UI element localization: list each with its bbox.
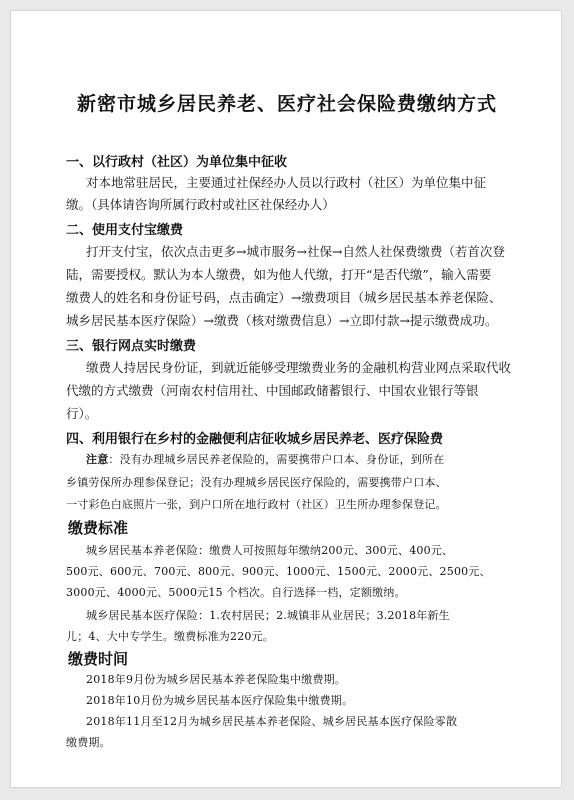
standards-heading: 缴费标准 bbox=[68, 519, 129, 537]
note-first-line bbox=[86, 451, 444, 467]
standards-line: 3000元、4000元、5000元15 个档次。自行选择一档，定额缴纳。 bbox=[66, 586, 406, 599]
section-2-line: 城乡居民基本医疗保险）→缴费（核对缴费信息）→立即付款→提示缴费成功。 bbox=[66, 313, 498, 328]
section-2-line: 陆，需要授权。默认为本人缴费，如为他人代缴，打开“是否代缴”，输入需要 bbox=[66, 267, 492, 282]
section-1-heading: 一、以行政村（社区）为单位集中征收 bbox=[66, 155, 288, 170]
section-3-line: 代缴的方式缴费（河南农村信用社、中国邮政储蓄银行、中国农业银行等银 bbox=[66, 383, 479, 398]
section-3-line: 缴费人持居民身份证，到就近能够受理缴费业务的金融机构营业网点采取代收 bbox=[86, 360, 512, 375]
section-1-line: 对本地常驻居民，主要通过社保经办人员以行政村（社区）为单位集中征 bbox=[86, 175, 487, 190]
note-line: 一寸彩色白底照片一张，到户口所在地行政村（社区）卫生所办理参保登记。 bbox=[66, 498, 447, 511]
section-3-heading: 三、银行网点实时缴费 bbox=[66, 339, 197, 354]
time-line: 2018年11月至12月为城乡居民基本养老保险、城乡居民基本医疗保险零散 bbox=[86, 715, 458, 728]
section-2-heading: 二、使用支付宝缴费 bbox=[66, 223, 184, 238]
section-3-line: 行）。 bbox=[66, 406, 98, 421]
time-line: 2018年9月份为城乡居民基本养老保险集中缴费期。 bbox=[86, 673, 346, 686]
time-heading: 缴费时间 bbox=[68, 650, 129, 668]
section-4-heading: 四、利用银行在乡村的金融便利店征收城乡居民养老、医疗保险费 bbox=[66, 432, 444, 447]
standards-line: 儿；4、大中专学生。缴费标准为220元。 bbox=[66, 630, 274, 643]
time-line: 2018年10月份为城乡居民基本医疗保险集中缴费期。 bbox=[86, 694, 354, 707]
note-label: 注意 bbox=[86, 453, 109, 466]
standards-line: 500元、600元、700元、800元、900元、1000元、1500元、2000元、2500元、 bbox=[66, 565, 491, 578]
time-line: 缴费期。 bbox=[66, 736, 111, 749]
standards-line: 城乡居民基本医疗保险：1.农村居民；2.城镇非从业居民；3.2018年新生 bbox=[86, 609, 450, 622]
section-1-line: 缴。（具体请咨询所属行政村或社区社保经办人） bbox=[66, 197, 335, 212]
section-2-line: 缴费人的姓名和身份证号码，点击确定）→缴费项目（城乡居民基本养老保险、 bbox=[66, 290, 502, 305]
document-title: 新密市城乡居民养老、医疗社会保险费缴纳方式 bbox=[76, 93, 497, 115]
section-2-line: 打开支付宝，依次点击更多→城市服务→社保→自然人社保费缴费（若首次登 bbox=[86, 244, 505, 259]
note-text: ：没有办理城乡居民养老保险的，需要携带户口本、身份证，到所在 bbox=[108, 453, 445, 466]
note-line: 乡镇劳保所办理参保登记；没有办理城乡居民医疗保险的，需要携带户口本、 bbox=[66, 476, 447, 489]
standards-line: 城乡居民基本养老保险：缴费人可按照每年缴纳200元、300元、400元、 bbox=[86, 544, 454, 557]
